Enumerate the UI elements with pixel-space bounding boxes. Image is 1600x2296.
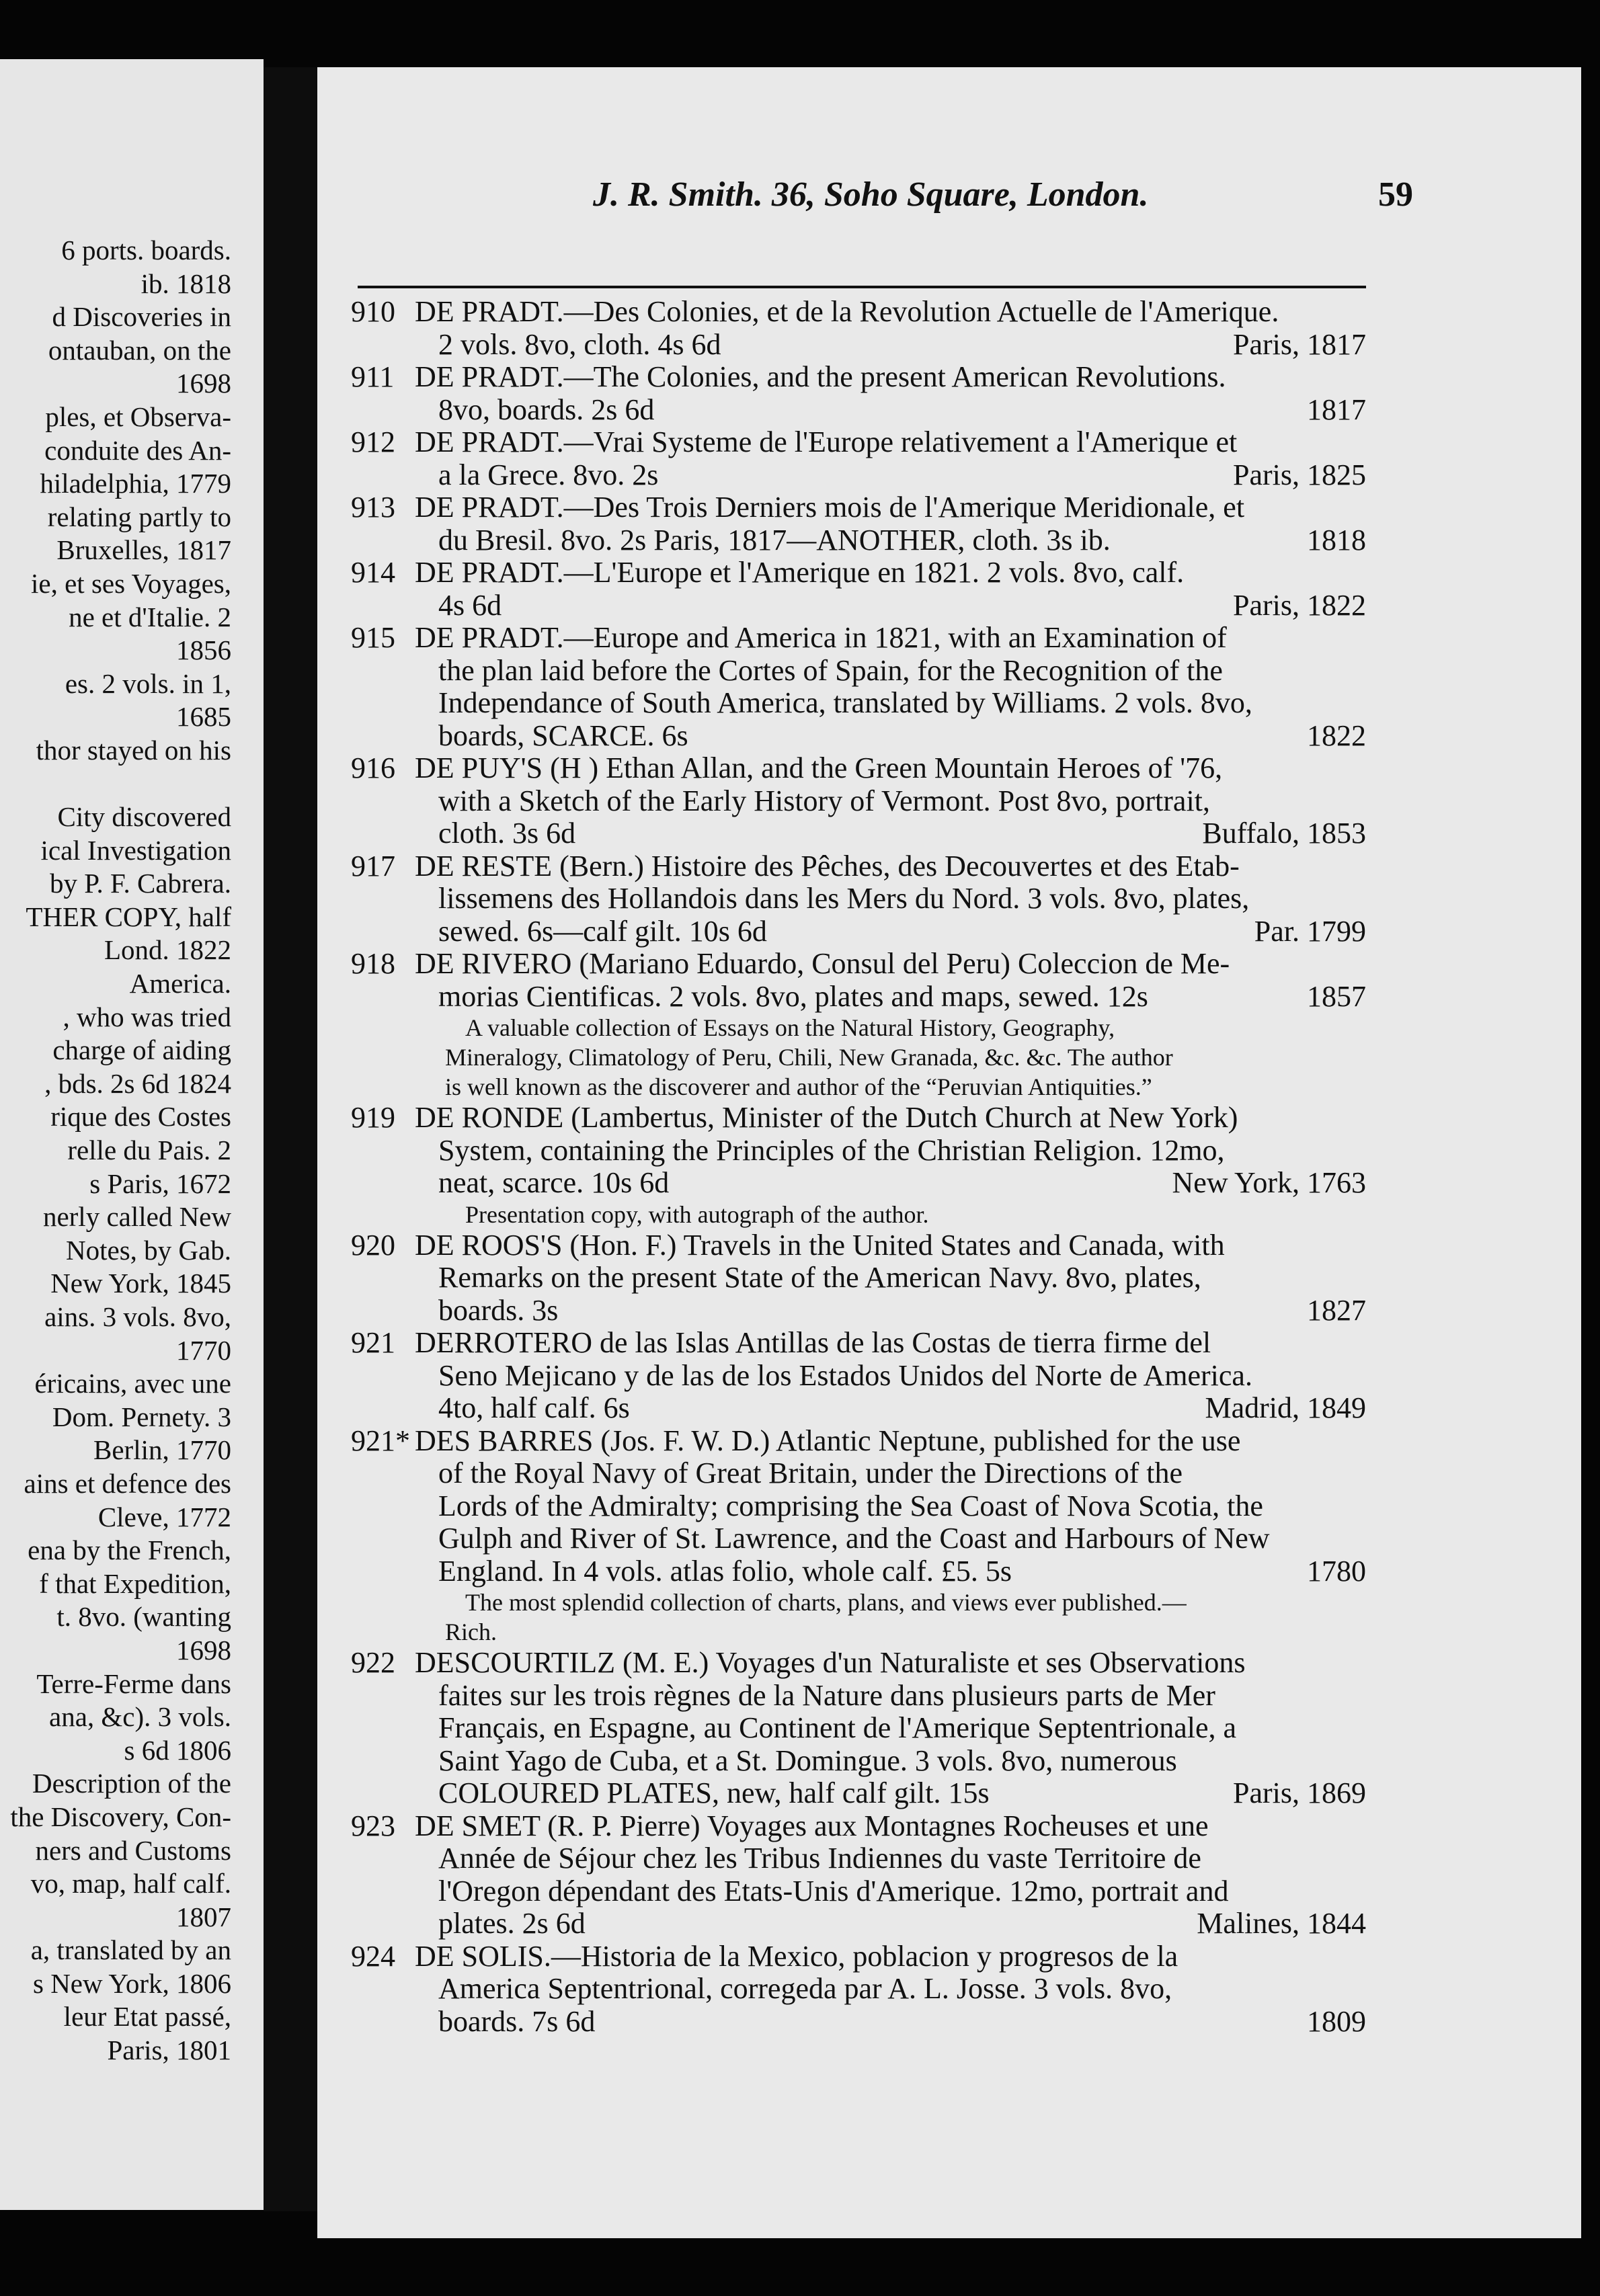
entry-line <box>351 622 1366 655</box>
previous-page-line: éricains, avec une <box>34 1368 231 1399</box>
entry-text: a la Grece. 8vo. 2s <box>438 458 659 491</box>
previous-page-line: 1807 <box>176 1901 231 1932</box>
entry-text: neat, scarce. 10s 6d <box>438 1166 670 1199</box>
entry-text: du Bresil. 8vo. 2s Paris, 1817—ANOTHER, cloth. 3s ib. <box>438 523 1111 557</box>
entry-number: 922 <box>351 1646 395 1679</box>
catalogue-entry <box>351 622 1366 752</box>
entry-number: 921* <box>351 1424 410 1457</box>
entry-number: 913 <box>351 491 395 524</box>
entry-text: 4to, half calf. 6s <box>438 1391 630 1424</box>
previous-page-line: rique des Costes <box>50 1101 231 1133</box>
entry-line <box>351 361 1366 394</box>
previous-page-fragment <box>0 59 264 2210</box>
entry-number: 924 <box>351 1939 395 1973</box>
entry-imprint: Buffalo, 1853 <box>1202 817 1366 850</box>
entry-line <box>351 1875 1366 1908</box>
entry-line <box>351 1647 1366 1680</box>
entry-text: morias Cientificas. 2 vols. 8vo, plates and maps, sewed. 12s <box>438 979 1148 1013</box>
entry-text: System, containing the Principles of the Christian Religion. 12mo, <box>438 1133 1225 1167</box>
catalogue-entries <box>351 296 1366 2038</box>
catalogue-entry <box>351 948 1366 1102</box>
entry-line <box>351 981 1366 1014</box>
book-gutter <box>264 67 317 2211</box>
entry-imprint: 1818 <box>1307 523 1366 557</box>
entry-line <box>351 948 1366 981</box>
catalogue-entry <box>351 1425 1366 1647</box>
previous-page-line: Terre-Ferme dans <box>36 1668 231 1699</box>
previous-page-line: s 6d 1806 <box>124 1734 231 1766</box>
entry-text: Independance of South America, translated by Williams. 2 vols. 8vo, <box>438 686 1252 719</box>
previous-page-line: THER COPY, half <box>26 901 231 932</box>
entry-text: cloth. 3s 6d <box>438 817 576 850</box>
entry-line <box>351 1167 1366 1200</box>
catalogue-entry <box>351 1647 1366 1810</box>
entry-line <box>351 687 1366 720</box>
entry-line <box>351 394 1366 427</box>
note-line: The most splendid collection of charts, plans, and views ever published.— <box>465 1589 1187 1616</box>
entry-imprint: Madrid, 1849 <box>1205 1391 1366 1424</box>
previous-page-line: ontauban, on the <box>48 334 231 366</box>
previous-page-line: relle du Pais. 2 <box>67 1135 231 1166</box>
entry-text: DE PRADT.—Vrai Systeme de l'Europe relativement a l'Amerique et <box>415 425 1238 458</box>
previous-page-line: ib. 1818 <box>141 268 231 299</box>
entry-number: 915 <box>351 621 395 654</box>
entry-number: 914 <box>351 556 395 589</box>
previous-page-line: 1770 <box>176 1334 231 1366</box>
entry-text: Seno Mejicano y de las de los Estados Unidos del Norte de America. <box>438 1358 1252 1392</box>
entry-text: DE RESTE (Bern.) Histoire des Pêches, des Decouvertes et des Etab- <box>415 849 1240 883</box>
entry-line <box>351 426 1366 459</box>
entry-line <box>351 557 1366 589</box>
previous-page-line: by P. F. Cabrera. <box>49 868 231 899</box>
entry-line <box>351 1712 1366 1745</box>
entry-line <box>351 1555 1366 1588</box>
entry-number: 923 <box>351 1809 395 1842</box>
entry-text: DE ROOS'S (Hon. F.) Travels in the United States and Canada, with <box>415 1228 1225 1262</box>
note-line: Rich. <box>445 1618 497 1645</box>
entry-text: 4s 6d <box>438 588 502 622</box>
previous-page-line: charge of aiding <box>52 1034 231 1066</box>
entry-note <box>351 1588 1366 1647</box>
entry-line <box>351 1102 1366 1135</box>
entry-number: 918 <box>351 947 395 980</box>
entry-text: lissemens des Hollandois dans les Mers du Nord. 3 vols. 8vo, plates, <box>438 882 1250 915</box>
entry-text: l'Oregon dépendant des Etats-Unis d'Amerique. 12mo, portrait and <box>438 1874 1229 1908</box>
note-line: A valuable collection of Essays on the Natural History, Geography, <box>465 1014 1115 1041</box>
entry-imprint: Paris, 1825 <box>1233 458 1366 491</box>
entry-text: DE PRADT.—Des Trois Derniers mois de l'Amerique Meridionale, et <box>415 491 1245 524</box>
entry-text: England. In 4 vols. atlas folio, whole calf. £5. 5s <box>438 1554 1012 1588</box>
entry-line <box>351 1457 1366 1490</box>
entry-line <box>351 2006 1366 2039</box>
previous-page-line: ains et defence des <box>24 1467 231 1499</box>
note-line: Mineralogy, Climatology of Peru, Chili, New Granada, &c. &c. The author <box>445 1044 1173 1071</box>
entry-note <box>351 1013 1366 1102</box>
previous-page-line: ains. 3 vols. 8vo, <box>44 1301 231 1332</box>
entry-text: Année de Séjour chez les Tribus Indiennes du vaste Territoire de <box>438 1842 1201 1875</box>
previous-page-line: d Discoveries in <box>52 301 231 333</box>
catalogue-entry <box>351 557 1366 622</box>
catalogue-entry <box>351 1229 1366 1327</box>
catalogue-entry <box>351 1810 1366 1940</box>
previous-page-line: Bruxelles, 1817 <box>56 534 231 566</box>
entry-line <box>351 1262 1366 1295</box>
catalogue-entry <box>351 752 1366 850</box>
previous-page-line: s Paris, 1672 <box>89 1167 231 1199</box>
entry-line <box>351 1777 1366 1810</box>
previous-page-line: , who was tried <box>63 1001 231 1032</box>
entry-text: plates. 2s 6d <box>438 1907 586 1940</box>
entry-text: Saint Yago de Cuba, et a St. Domingue. 3 vols. 8vo, numerous <box>438 1744 1177 1777</box>
entry-line <box>351 915 1366 948</box>
entry-line <box>351 1973 1366 2006</box>
entry-number: 912 <box>351 425 395 458</box>
previous-page-line: nerly called New <box>42 1201 231 1233</box>
entry-line <box>351 655 1366 688</box>
entry-imprint: 1827 <box>1307 1293 1366 1327</box>
entry-number: 921 <box>351 1326 395 1359</box>
entry-line <box>351 1940 1366 1973</box>
entry-imprint: Par. 1799 <box>1254 914 1366 948</box>
running-head <box>358 175 1413 229</box>
entry-text: DE PRADT.—L'Europe et l'Amerique en 1821. 2 vols. 8vo, calf. <box>415 556 1185 589</box>
previous-page-line: America. <box>129 968 231 999</box>
entry-line <box>351 752 1366 785</box>
entry-text: 2 vols. 8vo, cloth. 4s 6d <box>438 327 721 361</box>
entry-line <box>351 1360 1366 1393</box>
previous-page-line: es. 2 vols. in 1, <box>65 667 231 699</box>
entry-number: 919 <box>351 1101 395 1134</box>
entry-text: DESCOURTILZ (M. E.) Voyages d'un Naturaliste et ses Observations <box>415 1646 1246 1679</box>
previous-page-line: hiladelphia, 1779 <box>40 468 231 499</box>
catalogue-entry <box>351 426 1366 491</box>
previous-page-line: Notes, by Gab. <box>66 1234 231 1266</box>
entry-number: 910 <box>351 295 395 328</box>
catalogue-entry <box>351 1940 1366 2039</box>
previous-page-line: City discovered <box>57 801 231 833</box>
entry-text: of the Royal Navy of Great Britain, under the Directions of the <box>438 1457 1183 1489</box>
entry-text: COLOURED PLATES, new, half calf gilt. 15s <box>438 1776 990 1809</box>
entry-line <box>351 1295 1366 1327</box>
previous-page-line: vo, map, half calf. <box>30 1868 231 1899</box>
entry-line <box>351 883 1366 915</box>
entry-text: DE RONDE (Lambertus, Minister of the Dutch Church at New York) <box>415 1101 1238 1134</box>
previous-page-line: Berlin, 1770 <box>93 1434 231 1466</box>
entry-text: boards. 3s <box>438 1293 559 1327</box>
entry-text: faites sur les trois règnes de la Nature dans plusieurs parts de Mer <box>438 1678 1215 1712</box>
previous-page-line: s New York, 1806 <box>32 1967 231 1999</box>
entry-text: the plan laid before the Cortes of Spain, for the Recognition of the <box>438 653 1223 687</box>
previous-page-line: 1856 <box>176 634 231 666</box>
entry-text: America Septentrional, corregeda par A. L. Josse. 3 vols. 8vo, <box>438 1972 1172 2005</box>
previous-page-line: 1698 <box>176 368 231 399</box>
entry-text: sewed. 6s—calf gilt. 10s 6d <box>438 914 767 948</box>
entry-text: 8vo, boards. 2s 6d <box>438 393 655 426</box>
previous-page-line: leur Etat passé, <box>63 2001 231 2033</box>
entry-imprint: 1822 <box>1307 719 1366 752</box>
entry-text: Lords of the Admiralty; comprising the Sea Coast of Nova Scotia, the <box>438 1489 1263 1522</box>
entry-text: boards. 7s 6d <box>438 2004 596 2038</box>
previous-page-text <box>0 234 231 2067</box>
entry-text: DE PRADT.—The Colonies, and the present American Revolutions. <box>415 360 1226 393</box>
previous-page-line: ical Investigation <box>40 834 231 866</box>
entry-line <box>351 1680 1366 1713</box>
catalogue-entry <box>351 296 1366 361</box>
entry-line <box>351 1490 1366 1523</box>
note-line: is well known as the discoverer and author of the “Peruvian Antiquities.” <box>445 1073 1152 1100</box>
catalogue-entry <box>351 1102 1366 1229</box>
entry-text: boards, SCARCE. 6s <box>438 719 688 752</box>
entry-note <box>351 1200 1366 1229</box>
entry-imprint: Paris, 1822 <box>1233 588 1366 622</box>
entry-text: Remarks on the present State of the American Navy. 8vo, plates, <box>438 1261 1201 1294</box>
entry-number: 916 <box>351 751 395 784</box>
entry-line <box>351 1229 1366 1262</box>
previous-page-line: Cleve, 1772 <box>97 1501 231 1532</box>
entry-number: 917 <box>351 849 395 883</box>
entry-line <box>351 1425 1366 1458</box>
entry-imprint: 1857 <box>1307 979 1366 1013</box>
entry-imprint: 1780 <box>1307 1554 1366 1588</box>
entry-text: Gulph and River of St. Lawrence, and the Coast and Harbours of New <box>438 1522 1270 1555</box>
entry-line <box>351 329 1366 362</box>
entry-text: Français, en Espagne, au Continent de l'Amerique Septentrionale, a <box>438 1711 1237 1744</box>
entry-text: DE PRADT.—Des Colonies, et de la Revolution Actuelle de l'Amerique. <box>415 295 1279 328</box>
previous-page-line: ne et d'Italie. 2 <box>69 601 231 632</box>
previous-page-line: f that Expedition, <box>39 1567 231 1599</box>
previous-page-line: ena by the French, <box>28 1534 231 1566</box>
previous-page-line: 1698 <box>176 1634 231 1666</box>
entry-line <box>351 1810 1366 1843</box>
entry-imprint: New York, 1763 <box>1172 1166 1366 1199</box>
entry-text: with a Sketch of the Early History of Vermont. Post 8vo, portrait, <box>438 784 1210 817</box>
entry-line <box>351 850 1366 883</box>
entry-line <box>351 785 1366 818</box>
previous-page-line: Lond. 1822 <box>104 934 231 966</box>
previous-page-line: New York, 1845 <box>50 1268 231 1299</box>
entry-line <box>351 1135 1366 1167</box>
previous-page-line: a, translated by an <box>30 1934 231 1966</box>
entry-line <box>351 1392 1366 1425</box>
entry-number: 911 <box>351 360 395 393</box>
previous-page-line: relating partly to <box>47 501 231 532</box>
entry-line <box>351 1745 1366 1778</box>
entry-text: DES BARRES (Jos. F. W. D.) Atlantic Neptune, published for the use <box>415 1424 1241 1457</box>
previous-page-line: Dom. Pernety. 3 <box>52 1401 231 1432</box>
previous-page-line: ples, et Observa- <box>45 401 231 432</box>
previous-page-line: , bds. 2s 6d 1824 <box>44 1067 231 1099</box>
previous-page-line: 6 ports. boards. <box>61 235 231 265</box>
catalogue-entry <box>351 1327 1366 1425</box>
entry-line <box>351 589 1366 622</box>
entry-text: DE SOLIS.—Historia de la Mexico, poblacion y progresos de la <box>415 1939 1178 1973</box>
previous-page-line: Description of the <box>32 1768 231 1799</box>
entry-imprint: Paris, 1869 <box>1233 1776 1366 1809</box>
entry-text: DERROTERO de las Islas Antillas de las Costas de tierra firme del <box>415 1326 1211 1359</box>
entry-line <box>351 720 1366 753</box>
previous-page-line: ana, &c). 3 vols. <box>49 1701 231 1733</box>
entry-line <box>351 459 1366 492</box>
entry-line <box>351 296 1366 329</box>
previous-page-line: conduite des An- <box>44 434 231 466</box>
previous-page-line: Paris, 1801 <box>107 2035 231 2066</box>
previous-page-line: thor stayed on his <box>36 734 231 766</box>
previous-page-line: t. 8vo. (wanting <box>56 1601 231 1633</box>
entry-line <box>351 1327 1366 1360</box>
entry-text: DE SMET (R. P. Pierre) Voyages aux Montagnes Rocheuses et une <box>415 1809 1209 1842</box>
note-line: Presentation copy, with autograph of the author. <box>465 1200 929 1228</box>
previous-page-line: ners and Customs <box>35 1834 231 1866</box>
entry-line <box>351 817 1366 850</box>
catalogue-page <box>317 67 1581 2238</box>
catalogue-entry <box>351 850 1366 948</box>
catalogue-entry <box>351 491 1366 557</box>
previous-page-line <box>0 768 231 801</box>
entry-text: DE RIVERO (Mariano Eduardo, Consul del Peru) Coleccion de Me- <box>415 947 1230 980</box>
entry-imprint: 1817 <box>1307 393 1366 426</box>
running-title: J. R. Smith. 36, Soho Square, London. <box>593 175 1149 214</box>
entry-line <box>351 524 1366 557</box>
entry-line <box>351 1842 1366 1875</box>
previous-page-line: 1685 <box>176 701 231 733</box>
header-rule <box>358 286 1366 288</box>
entry-imprint: Malines, 1844 <box>1197 1907 1366 1940</box>
entry-line <box>351 1522 1366 1555</box>
entry-imprint: 1809 <box>1307 2004 1366 2038</box>
entry-text: DE PRADT.—Europe and America in 1821, with an Examination of <box>415 621 1227 654</box>
catalogue-entry <box>351 361 1366 426</box>
page-number: 59 <box>1378 175 1413 214</box>
entry-number: 920 <box>351 1228 395 1262</box>
entry-imprint: Paris, 1817 <box>1233 327 1366 361</box>
entry-line <box>351 491 1366 524</box>
entry-text: DE PUY'S (H ) Ethan Allan, and the Green Mountain Heroes of '76, <box>415 751 1223 784</box>
previous-page-line: ie, et ses Voyages, <box>31 567 231 599</box>
entry-line <box>351 1908 1366 1940</box>
previous-page-line: the Discovery, Con- <box>10 1801 231 1832</box>
